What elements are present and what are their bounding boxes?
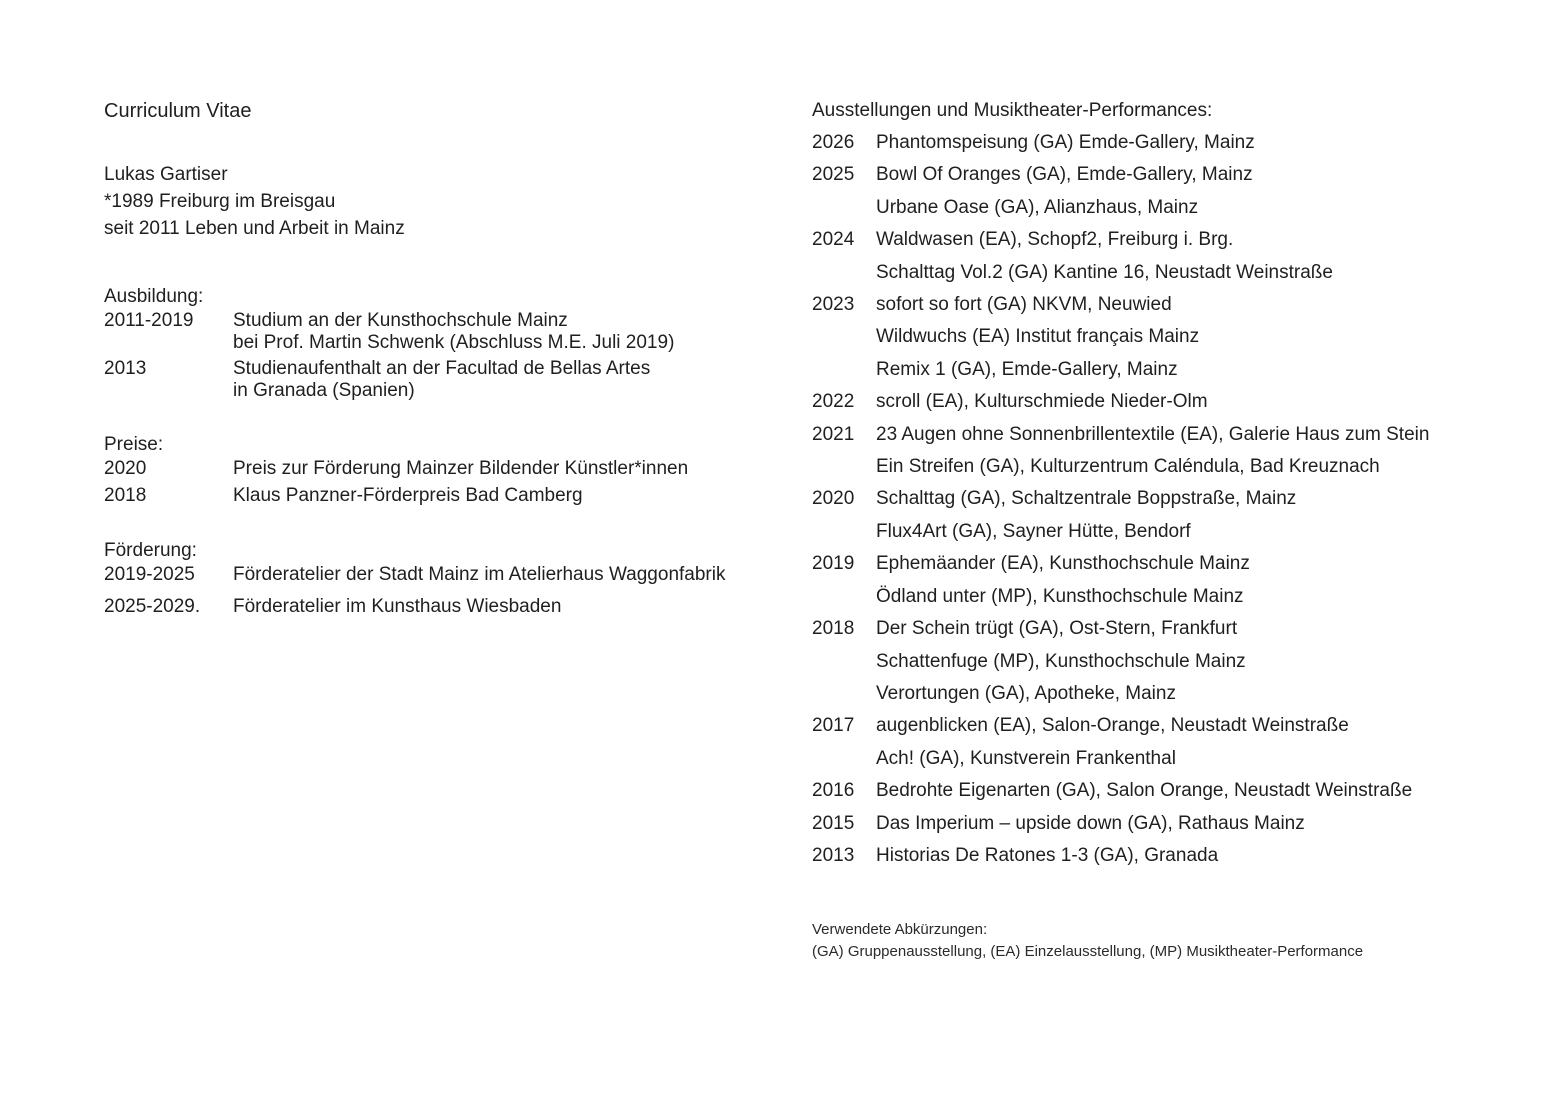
exhibition-description: Ein Streifen (GA), Kulturzentrum Caléndula, Bad Kreuznach — [876, 456, 1380, 478]
exhibition-description: augenblicken (EA), Salon-Orange, Neustadt Weinstraße — [876, 715, 1349, 737]
award-row — [104, 458, 794, 480]
exhibition-entry — [812, 127, 1532, 159]
exhibition-entry — [812, 710, 1532, 742]
exhibition-description: Phantomspeisung (GA) Emde-Gallery, Mainz — [876, 132, 1255, 153]
row-description-line1: Förderatelier im Kunsthaus Wiesbaden — [233, 596, 562, 617]
person-birth: *1989 Freiburg im Breisgau — [104, 191, 336, 212]
exhibition-entry — [812, 289, 1532, 321]
exhibition-description: Ach! (GA), Kunstverein Frankenthal — [876, 747, 1176, 769]
exhibition-description: Das Imperium – upside down (GA), Rathaus Mainz — [876, 812, 1305, 834]
exhibition-year — [812, 451, 876, 483]
row-description-line1: Förderatelier der Stadt Mainz im Atelierhaus Waggonfabrik — [233, 564, 726, 585]
exhibition-entry — [812, 646, 1532, 678]
exhibition-year: 2026 — [812, 132, 855, 153]
exhibition-entry — [812, 840, 1532, 872]
exhibition-year — [812, 743, 876, 775]
exhibition-year — [812, 354, 876, 386]
exhibition-year — [812, 257, 876, 289]
exhibition-year: 2021 — [812, 423, 855, 445]
row-description — [233, 310, 674, 354]
row-period: 2013 — [104, 358, 147, 379]
exhibition-entry — [812, 808, 1532, 840]
exhibition-entry — [812, 775, 1532, 807]
row-description-line2: bei Prof. Martin Schwenk (Abschluss M.E. Juli 2019) — [233, 332, 675, 353]
exhibition-description: Waldwasen (EA), Schopf2, Freiburg i. Brg. — [876, 229, 1234, 251]
section-heading-grants: Förderung: — [104, 540, 197, 561]
row-description — [233, 485, 583, 507]
exhibition-description: Schattenfuge (MP), Kunsthochschule Mainz — [876, 650, 1246, 672]
exhibition-year: 2025 — [812, 164, 855, 186]
exhibition-year: 2015 — [812, 812, 855, 834]
exhibition-year: 2022 — [812, 391, 855, 413]
exhibition-year: 2023 — [812, 294, 855, 316]
exhibition-year — [812, 321, 876, 353]
exhibition-entry — [812, 613, 1532, 645]
person-residence: seit 2011 Leben und Arbeit in Mainz — [104, 218, 405, 239]
section-awards — [104, 431, 794, 507]
exhibition-year: 2017 — [812, 715, 855, 737]
row-description-line1: Preis zur Förderung Mainzer Bildender Künstler*innen — [233, 458, 689, 479]
row-period: 2025-2029. — [104, 596, 201, 617]
row-description-line1: Studienaufenthalt an der Facultad de Bellas Artes — [233, 358, 651, 379]
exhibition-year — [812, 646, 876, 678]
row-period: 2018 — [104, 485, 147, 506]
section-heading-awards: Preise: — [104, 434, 164, 455]
education-rows — [104, 310, 794, 402]
left-column — [104, 0, 794, 628]
person-info — [104, 161, 794, 242]
section-grants — [104, 537, 794, 618]
exhibition-entry — [812, 192, 1532, 224]
exhibition-entry — [812, 516, 1532, 548]
exhibition-description: Flux4Art (GA), Sayner Hütte, Bendorf — [876, 520, 1191, 542]
exhibition-entry — [812, 419, 1532, 451]
grant-row — [104, 564, 794, 586]
exhibition-entry — [812, 159, 1532, 191]
abbreviations-note — [812, 919, 1532, 963]
exhibition-description: Bowl Of Oranges (GA), Emde-Gallery, Mainz — [876, 164, 1253, 186]
exhibition-description: Bedrohte Eigenarten (GA), Salon Orange, Neustadt Weinstraße — [876, 780, 1413, 802]
page-title: Curriculum Vitae — [104, 100, 252, 122]
grant-row — [104, 596, 794, 618]
abbreviations-title: Verwendete Abkürzungen: — [812, 921, 988, 939]
education-row — [104, 310, 794, 354]
exhibition-description: Remix 1 (GA), Emde-Gallery, Mainz — [876, 358, 1178, 380]
row-description-line2: in Granada (Spanien) — [233, 380, 415, 401]
exhibition-year — [812, 516, 876, 548]
exhibition-description: Wildwuchs (EA) Institut français Mainz — [876, 326, 1200, 348]
exhibition-entry — [812, 483, 1532, 515]
abbreviations-legend: (GA) Gruppenausstellung, (EA) Einzelausstellung, (MP) Musiktheater-Performance — [812, 943, 1364, 961]
grants-rows — [104, 564, 794, 618]
exhibition-description: Ephemäander (EA), Kunsthochschule Mainz — [876, 553, 1250, 575]
row-description — [233, 458, 688, 480]
exhibition-year: 2018 — [812, 618, 855, 640]
exhibition-entry — [812, 548, 1532, 580]
exhibition-description: Der Schein trügt (GA), Ost-Stern, Frankfurt — [876, 618, 1238, 640]
exhibitions-heading: Ausstellungen und Musiktheater-Performances: — [812, 100, 1213, 121]
exhibition-description: Schalttag (GA), Schaltzentrale Boppstraße, Mainz — [876, 488, 1297, 510]
row-description — [233, 564, 725, 586]
exhibition-description: Urbane Oase (GA), Alianzhaus, Mainz — [876, 196, 1199, 218]
exhibition-year: 2013 — [812, 844, 855, 866]
exhibition-entry — [812, 743, 1532, 775]
exhibition-year: 2020 — [812, 488, 855, 510]
exhibition-year — [812, 678, 876, 710]
exhibition-year: 2024 — [812, 229, 855, 251]
exhibition-description: Verortungen (GA), Apotheke, Mainz — [876, 682, 1176, 704]
section-heading-education: Ausbildung: — [104, 286, 204, 307]
exhibition-entry — [812, 678, 1532, 710]
exhibition-year: 2019 — [812, 553, 855, 575]
exhibition-description: scroll (EA), Kulturschmiede Nieder-Olm — [876, 391, 1208, 413]
section-education — [104, 283, 794, 402]
exhibition-description: Schalttag Vol.2 (GA) Kantine 16, Neustadt Weinstraße — [876, 261, 1333, 283]
row-description-line1: Studium an der Kunsthochschule Mainz — [233, 310, 568, 331]
row-description-line1: Klaus Panzner-Förderpreis Bad Camberg — [233, 485, 583, 506]
education-row — [104, 358, 794, 402]
exhibition-description: 23 Augen ohne Sonnenbrillentextile (EA), Galerie Haus zum Stein — [876, 423, 1430, 445]
right-column — [812, 0, 1532, 963]
row-period: 2020 — [104, 458, 147, 479]
row-description — [233, 358, 650, 402]
exhibition-description: sofort so fort (GA) NKVM, Neuwied — [876, 294, 1172, 316]
exhibition-year — [812, 192, 876, 224]
exhibition-description: Ödland unter (MP), Kunsthochschule Mainz — [876, 585, 1244, 607]
exhibition-entry — [812, 321, 1532, 353]
exhibition-entry — [812, 224, 1532, 256]
row-period: 2011-2019 — [104, 310, 194, 331]
row-period: 2019-2025 — [104, 564, 195, 585]
exhibition-year: 2016 — [812, 780, 855, 802]
award-row — [104, 485, 794, 507]
exhibition-entry — [812, 386, 1532, 418]
exhibitions-list — [812, 127, 1532, 872]
row-description — [233, 596, 561, 618]
exhibition-description: Historias De Ratones 1-3 (GA), Granada — [876, 844, 1219, 866]
exhibition-entry — [812, 451, 1532, 483]
awards-rows — [104, 458, 794, 507]
exhibition-entry — [812, 257, 1532, 289]
person-name: Lukas Gartiser — [104, 164, 228, 185]
exhibition-entry — [812, 581, 1532, 613]
exhibition-entry — [812, 354, 1532, 386]
exhibition-year — [812, 581, 876, 613]
